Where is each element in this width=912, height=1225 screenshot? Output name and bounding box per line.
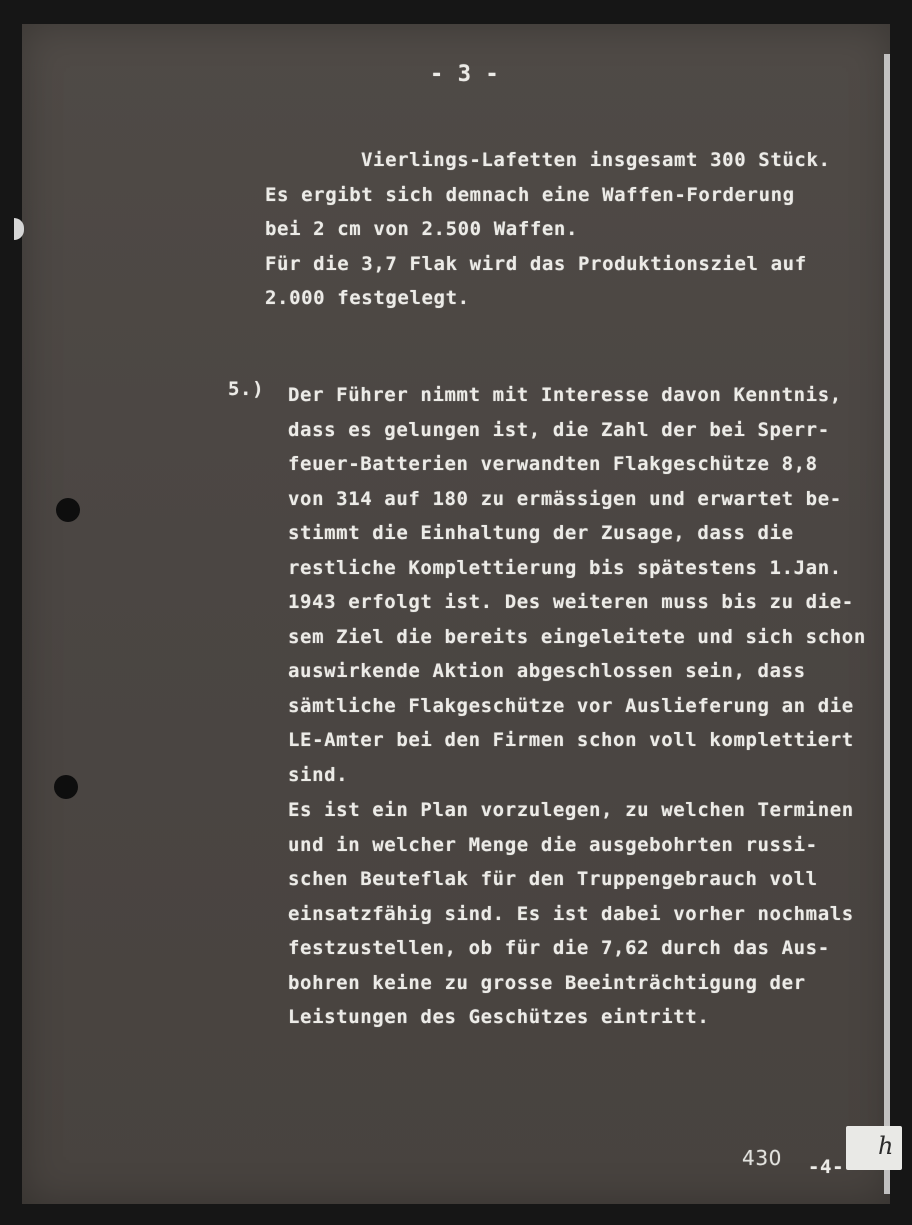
paragraph-3: [288, 793, 854, 1035]
text-line: bohren keine zu grosse Beeinträchtigung der: [288, 971, 806, 994]
text-line: 2.000 festgelegt.: [265, 287, 470, 309]
text-line: bei 2 cm von 2.500 Waffen.: [265, 218, 579, 240]
text-line: stimmt die Einhaltung der Zusage, dass die: [288, 522, 794, 544]
text-line: einsatzfähig sind. Es ist dabei vorher nochmals: [288, 902, 854, 925]
text-line: schen Beuteflak für den Truppengebrauch voll: [288, 868, 818, 890]
text-line: auswirkende Aktion abgeschlossen sein, dass: [288, 660, 806, 682]
text-line: Leistungen des Geschützes eintritt.: [288, 1006, 710, 1028]
text-line: Es ist ein Plan vorzulegen, zu welchen Terminen: [288, 799, 854, 821]
archive-tab: [846, 1126, 902, 1170]
next-page-marker: -4-: [808, 1156, 845, 1178]
text-line: dass es gelungen ist, die Zahl der bei Sperr-: [288, 418, 830, 441]
text-line: feuer-Batterien verwandten Flakgeschütze 8,8: [288, 453, 818, 475]
text-line: sem Ziel die bereits eingeleitete und sich schon: [288, 625, 866, 648]
text-line: Vierlings-Lafetten insgesamt 300 Stück.: [361, 149, 831, 171]
item-number: 5.): [228, 378, 265, 400]
text-line: Es ergibt sich demnach eine Waffen-Forderung: [265, 183, 795, 206]
text-line: LE-Amter bei den Firmen schon voll komplettiert: [288, 729, 854, 751]
archive-number: 430: [742, 1146, 782, 1170]
text-line: restliche Komplettierung bis spätestens 1.Jan.: [288, 556, 842, 579]
paragraph-1: [265, 143, 831, 316]
text-line: 1943 erfolgt ist. Des weiteren muss bis zu die-: [288, 591, 854, 613]
text-line: sämtliche Flakgeschütze vor Auslieferung an die: [288, 694, 854, 717]
text-line: Der Führer nimmt mit Interesse davon Kenntnis,: [288, 384, 842, 406]
punch-hole-top: [56, 498, 80, 522]
text-line: Für die 3,7 Flak wird das Produktionsziel auf: [265, 252, 807, 275]
archive-tab-label: h: [878, 1132, 894, 1160]
page-number: - 3 -: [430, 62, 500, 87]
punch-hole-bottom: [54, 775, 78, 799]
text-line: festzustellen, ob für die 7,62 durch das Aus-: [288, 937, 830, 959]
text-line: und in welcher Menge die ausgebohrten russi-: [288, 833, 818, 856]
sheet-edge: [884, 54, 890, 1194]
text-line: von 314 auf 180 zu ermässigen und erwartet be-: [288, 487, 842, 510]
text-line: sind.: [288, 763, 349, 786]
paragraph-2: [288, 378, 866, 792]
